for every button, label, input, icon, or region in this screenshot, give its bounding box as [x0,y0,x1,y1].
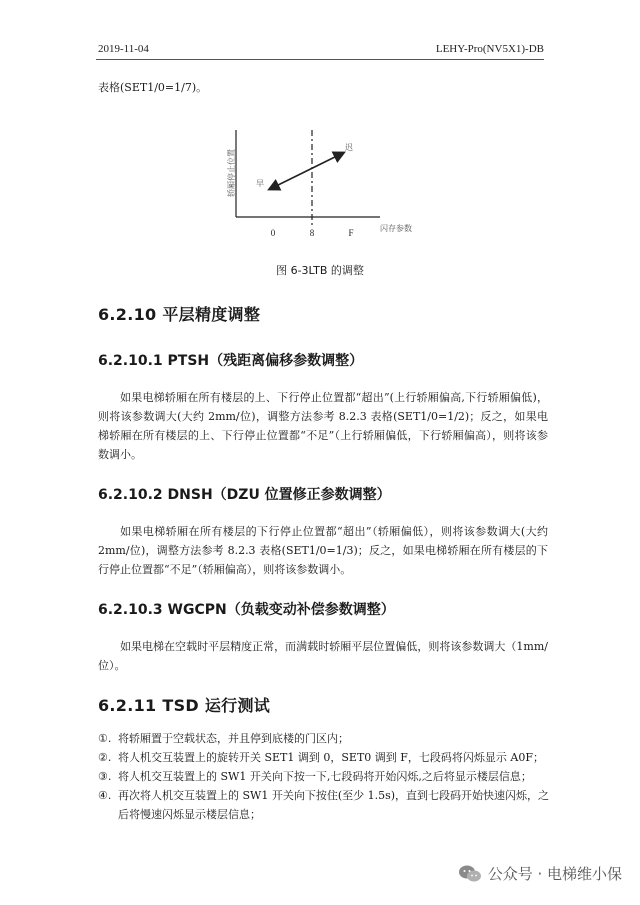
step-text: 将轿厢置于空载状态，并且停到底楼的门区内； [118,732,349,745]
wechat-icon [458,864,482,884]
figure-early-label: 早 [256,179,264,188]
figure-tick-f: F [348,228,354,238]
tsd-steps-list [98,729,558,824]
section-title-6-2-10-3: 6.2.10.3 WGCPN（负载变动补偿参数调整） [98,602,395,618]
figure-y-axis-label: 轿厢停止位置 [227,149,236,197]
intro-text: 表格(SET1/0=1/7)。 [98,81,208,94]
watermark-text: 公众号 · 电梯维小保 [487,865,622,883]
header-date: 2019-11-04 [98,43,149,55]
step-number: ④. [98,789,112,802]
section-title-6-2-11: 6.2.11 TSD 运行测试 [98,696,271,715]
watermark [458,863,622,884]
section-body-6-2-10-3: 如果电梯在空载时平层精度正常，而满载时轿厢平层位置偏低，则将该参数调大（1mm/位）。 [98,640,548,672]
section-title-6-2-10: 6.2.10 平层精度调整 [98,305,261,324]
section-body-6-2-10-1: 如果电梯轿厢在所有楼层的上、下行停止位置都“超出”(上行轿厢偏高,下行轿厢偏低)，则将该参数调大(大约 2mm/位)，调整方法参考 8.2.3 表格(SET1/0=1/2)；反之，如果电梯轿厢在所有楼层的上、下行停止位置都“不足”（上行轿厢偏低，下行轿厢偏高），则将该参数调小。 [98,391,548,461]
section-body-6-2-10-2: 如果电梯轿厢在所有楼层的下行停止位置都“超出”（轿厢偏低），则将该参数调大(大约 2mm/位)，调整方法参考 8.2.3 表格(SET1/0=1/3)；反之，如果电梯轿厢在所有楼层的下行停止位置都“不足”（轿厢偏高），则将该参数调小。 [98,525,548,576]
list-item [98,748,558,767]
step-text: 将人机交互装置上的旋转开关 SET1 调到 0，SET0 调到 F，七段码将闪烁显示 A0F； [118,751,544,764]
figure-tick-8: 8 [309,228,315,238]
list-item [98,729,558,748]
section-title-6-2-10-2: 6.2.10.2 DNSH（DZU 位置修正参数调整） [98,487,391,503]
figure-tick-0: 0 [270,228,276,238]
list-item [98,786,558,824]
step-number: ③. [98,770,112,783]
header-doc-id: LEHY-Pro(NV5X1)-DB [435,43,544,55]
figure-caption: 图 6-3LTB 的调整 [276,264,364,277]
figure-adjust-arrow [270,153,343,189]
figure-x-axis-label: 闪存参数 [380,224,412,233]
step-text: 再次将人机交互装置上的 SW1 开关向下按住(至少 1.5s)，直到七段码开始快速闪烁，之后将慢速闪烁显示楼层信息； [118,789,550,821]
ltb-adjust-figure [220,125,430,250]
figure-late-label: 迟 [345,143,353,152]
step-number: ②. [98,751,112,764]
list-item [98,767,558,786]
step-number: ①. [98,732,112,745]
header-divider [96,59,544,60]
section-title-6-2-10-1: 6.2.10.1 PTSH（残距离偏移参数调整） [98,353,364,369]
step-text: 将人机交互装置上的 SW1 开关向下按一下,七段码将开始闪烁,之后将显示楼层信息； [118,770,532,783]
